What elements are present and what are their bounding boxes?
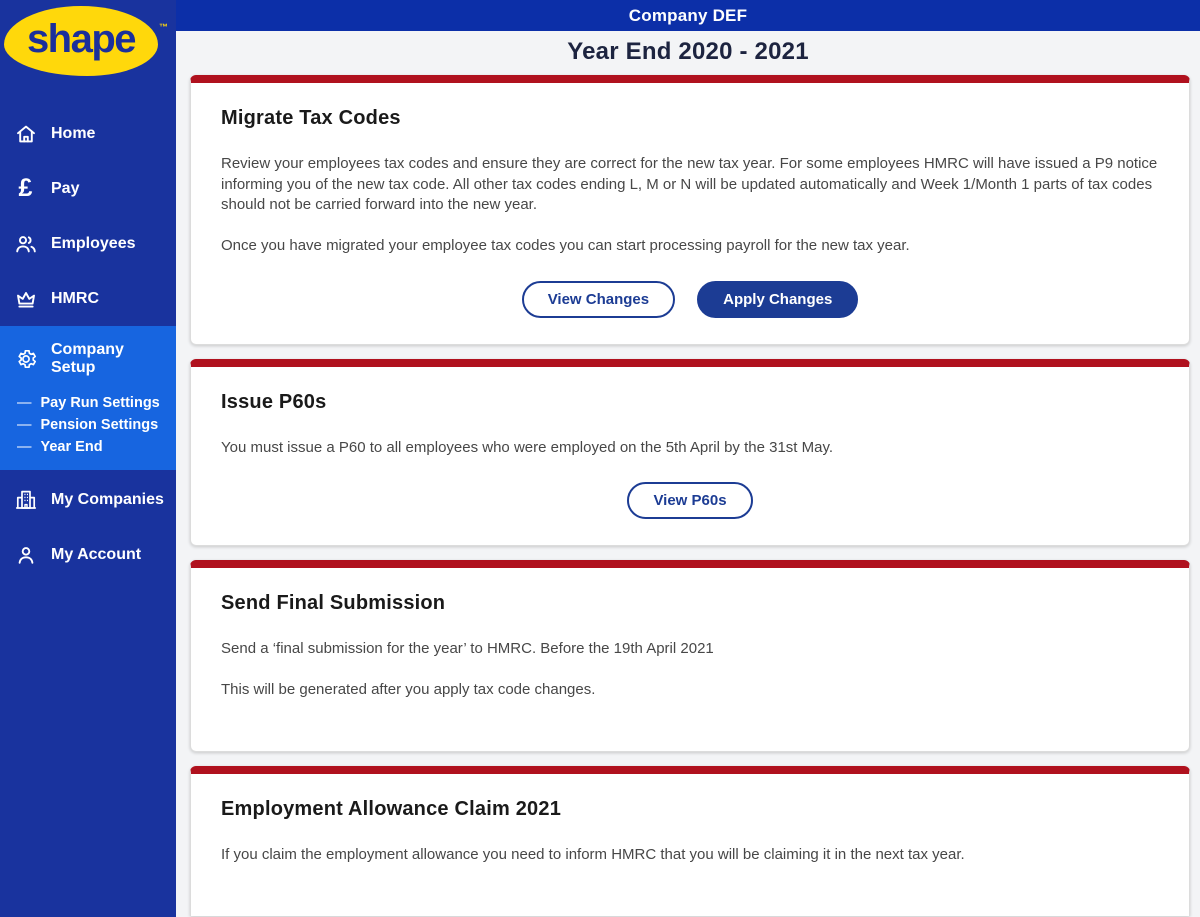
trademark: ™ [159,22,168,32]
card-title: Migrate Tax Codes [221,107,401,129]
gear-icon [13,347,38,372]
sidebar-item-label: Home [51,124,96,142]
sidebar-subitem-pension-settings[interactable] [0,414,176,436]
main-content [176,0,1200,917]
dash-icon: — [17,439,32,455]
sidebar-item-label: HMRC [51,289,99,307]
sidebar-item-my-companies[interactable] [0,472,176,527]
sidebar-item-label: My Companies [51,490,164,508]
sidebar-subitem-label: Pension Settings [40,417,159,433]
sidebar-item-my-account[interactable] [0,527,176,582]
card-list [176,75,1200,916]
sidebar-item-company-setup[interactable] [0,326,176,392]
card-employment-allowance-claim [190,766,1190,916]
sidebar-subitem-label: Year End [40,439,103,455]
pound-icon: £ [18,174,33,202]
card-paragraph: Review your employees tax codes and ensure they are correct for the new tax year. For some employees HMRC will have issued a P9 notice informing you of the new tax code. All other tax codes ending L, M or N will be updated automatically and Week 1/Month 1 parts of tax codes should not be carried forward into the new year. [221,155,1158,214]
card-title: Send Final Submission [221,592,446,615]
dash-icon: — [17,417,32,433]
sidebar-subitem-pay-run-settings[interactable] [0,392,176,414]
sidebar-item-home[interactable] [0,106,176,161]
button-row [221,482,1159,519]
sidebar-subitem-year-end[interactable] [0,436,176,458]
sidebar-item-label: Employees [51,234,136,252]
sidebar-item-employees[interactable] [0,216,176,271]
sidebar-item-label: My Account [51,545,142,563]
brand-logo[interactable] [0,0,176,88]
company-name: Company DEF [628,5,748,25]
sidebar-item-label: Pay [51,179,80,197]
card-paragraph: This will be generated after you apply tax code changes. [221,681,596,699]
card-issue-p60s [190,359,1190,547]
sidebar-item-hmrc[interactable] [0,271,176,326]
dash-icon: — [17,395,32,411]
card-send-final-submission [190,560,1190,751]
card-paragraph: If you claim the employment allowance you need to inform HMRC that you will be claiming it in the next tax year. [221,845,965,863]
topbar [176,0,1200,31]
apply-changes-button[interactable]: Apply Changes [697,281,858,318]
person-icon [13,542,38,567]
card-paragraph: You must issue a P60 to all employees who were employed on the 5th April by the 31st May. [221,438,834,456]
sidebar [0,0,176,917]
view-p60s-button[interactable]: View P60s [627,482,752,519]
card-migrate-tax-codes [190,75,1190,345]
sidebar-item-label: Company Setup [51,341,124,376]
card-paragraph: Once you have migrated your employee tax codes you can start processing payroll for the new tax year. [221,237,910,255]
sidebar-subitem-label: Pay Run Settings [40,395,160,411]
home-icon [13,121,38,146]
card-paragraph: Send a ‘final submission for the year’ to HMRC. Before the 19th April 2021 [221,640,714,658]
sidebar-nav [0,106,176,582]
card-title: Employment Allowance Claim 2021 [221,797,562,820]
page-title: Year End 2020 - 2021 [567,38,809,65]
logo-text: shape [26,16,136,61]
button-row [221,281,1159,318]
view-changes-button[interactable]: View Changes [522,281,675,318]
buildings-icon [13,487,38,512]
employees-icon [13,231,38,256]
sidebar-item-pay[interactable] [0,161,176,216]
crown-icon [13,286,38,311]
card-title: Issue P60s [221,390,327,413]
sidebar-group-company-setup [0,326,176,470]
logo-blob[interactable] [4,6,158,76]
